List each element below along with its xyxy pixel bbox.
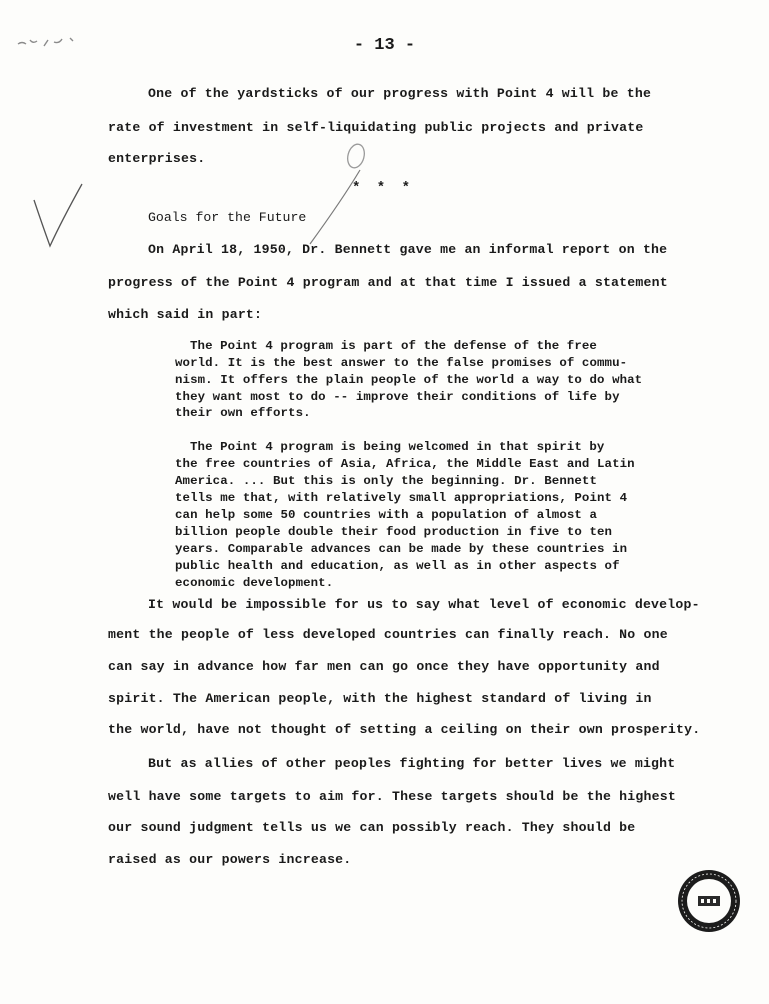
quote-line: billion people double their food production in five to ten [175,525,613,539]
quote-line: public health and education, as well as in other aspects of [175,559,620,573]
check-mark-icon [28,180,88,260]
quote-line: The Point 4 program is being welcomed in that spirit by [190,440,605,454]
section-heading: Goals for the Future [148,210,307,225]
quote-line: tells me that, with relatively small appropriations, Point 4 [175,491,628,505]
paragraph-line: the world, have not thought of setting a ceiling on their own prosperity. [108,722,701,737]
library-seal-icon [676,868,742,934]
paragraph-line: progress of the Point 4 program and at that time I issued a statement [108,275,668,290]
paragraph-line: which said in part: [108,307,263,322]
paragraph-line: enterprises. [108,151,206,166]
page-number: - 13 - [353,36,416,55]
section-separator: * * * [352,180,415,196]
quote-line: their own efforts. [175,406,311,420]
quote-line: years. Comparable advances can be made by these countries in [175,542,628,556]
paragraph-line: It would be impossible for us to say what level of economic develop- [148,597,700,612]
quote-line: can help some 50 countries with a population of almost a [175,508,597,522]
paragraph-line: On April 18, 1950, Dr. Bennett gave me an informal report on the [148,242,668,257]
quote-line: The Point 4 program is part of the defense of the free [190,339,597,353]
quote-line: they want most to do -- improve their conditions of life by [175,390,620,404]
paragraph-line: spirit. The American people, with the highest standard of living in [108,691,652,706]
paragraph-line: well have some targets to aim for. These targets should be the highest [108,789,676,804]
paragraph-line: raised as our powers increase. [108,852,352,867]
quote-line: the free countries of Asia, Africa, the Middle East and Latin [175,457,635,471]
quote-line: America. ... But this is only the beginning. Dr. Bennett [175,474,597,488]
paragraph-line: rate of investment in self-liquidating public projects and private [108,120,644,135]
paragraph-line: But as allies of other peoples fighting for better lives we might [148,756,676,771]
quote-line: world. It is the best answer to the false promises of commu- [175,356,628,370]
paragraph-line: ment the people of less developed countries can finally reach. No one [108,627,668,642]
quote-line: economic development. [175,576,334,590]
paragraph-line: our sound judgment tells us we can possibly reach. They should be [108,820,636,835]
paragraph-line: One of the yardsticks of our progress with Point 4 will be the [148,86,652,101]
paragraph-line: can say in advance how far men can go once they have opportunity and [108,659,660,674]
quote-line: nism. It offers the plain people of the world a way to do what [175,373,643,387]
